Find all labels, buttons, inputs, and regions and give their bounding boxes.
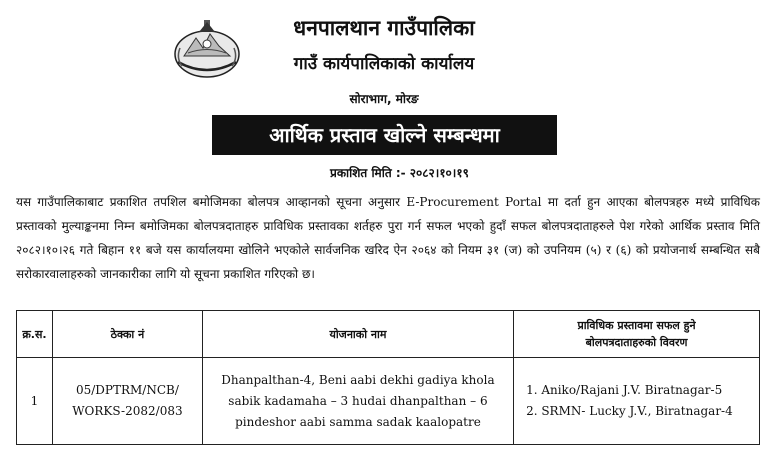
table-row [17,358,760,445]
office-address: सोराभाग, मोरङ [349,92,419,106]
header-project-name: योजनाको नाम [202,311,513,358]
table-header-row [17,311,760,358]
project-line1: Dhanpalthan-4, Beni aabi dekhi gadiya khola [221,372,495,387]
header-bidders-line1: प्राविधिक प्रस्तावमा सफल हुने [577,319,696,332]
bidder-1: 1. Aniko/Rajani J.V. Biratnagar-5 [526,383,723,397]
cell-contract-no [52,358,202,445]
org-name: धनपालथान गाउँपालिका [293,16,475,40]
contract-table [16,310,760,445]
project-line3: pindeshor aabi samma sadak kaalopatre [235,414,481,429]
header-bidders-line2: बोलपत्रदाताहरुको विवरण [585,336,688,349]
header-contract-no: ठेक्का नं [52,311,202,358]
bidder-2: 2. SRMN- Lucky J.V., Biratnagar-4 [526,404,733,418]
cell-project-name [202,358,513,445]
cell-bidders [514,358,760,445]
notice-subject: आर्थिक प्रस्ताव खोल्ने सम्बन्धमा [212,115,557,155]
contract-no-line2: WORKS-2082/083 [72,404,183,418]
notice-body: यस गाउँपालिकाबाट प्रकाशित तपशिल बमोजिमका बोलपत्र आव्हानको सूचना अनुसार E-Procurement Portal मा दर्ता हुन आएका बोलपत्रहरु मध्ये प्राविधिक प्रस्तावको मुल्याङ्कनमा निम्न बमोजिमका बोलपत्रदाताहरु प्राविधिक प्रस्तावका शर्तहरु पुरा गर्न सफल भएको हुदाँ सफल बोलपत्रदाताहरुले पेश गरेको आर्थिक प्रस्ताव मिति २०८२।१०।२६ गते बिहान ११ बजे यस कार्यालयमा खोलिने भएकोले सार्वजनिक खरिद ऐन २०६४ को नियम ३१ (ज) को उपनियम (५) र (६) को प्रयोजनार्थ सम्बन्धित सबै सरोकारवालाहरुको जानकारीका लागि यो सूचना प्रकाशित गरिएको छ। [16,195,760,281]
contract-no-line1: 05/DPTRM/NCB/ [75,383,179,397]
header-bidders [514,311,760,358]
header-sn: क्र.स. [17,311,53,358]
project-line2: sabik kadamaha – 3 hudai dhanpalthan – 6 [228,393,488,408]
cell-sn: 1 [17,358,53,445]
office-name: गाउँ कार्यपालिकाको कार्यालय [293,54,475,74]
publish-date: प्रकाशित मिति :- २०८२।१०।१९ [330,166,469,180]
